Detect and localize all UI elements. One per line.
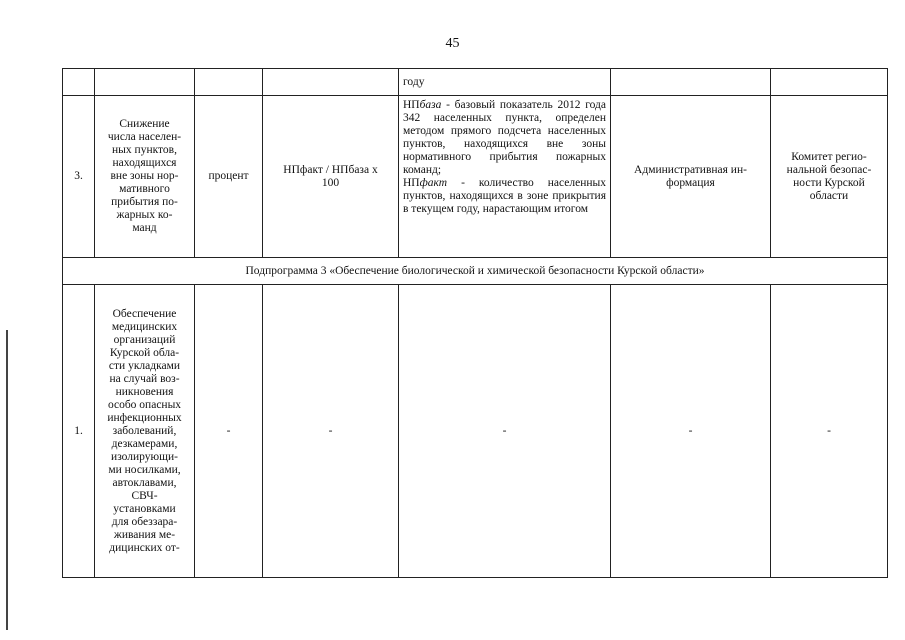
cell-continuation-text: году bbox=[399, 69, 611, 96]
subprogram-title: Подпрограмма 3 «Обеспечение биологической и химической безопасности Курской области» bbox=[63, 258, 888, 285]
indicator-name: Обеспечение медицинских организаций Курской обла- сти укладками на случай воз- никновения особо опасных инфекционных заболеваний, дезкамерами, изолирующи- ми носилками, автоклавами, СВЧ- установками для обеззара- живания ме- дицинских от- bbox=[95, 285, 195, 578]
responsible-body: Комитет регио- нальной безопас- ности Курской области bbox=[771, 96, 888, 258]
table-row-3 bbox=[63, 96, 888, 258]
row-number: 1. bbox=[63, 285, 95, 578]
formula: НПфакт / НПбаза х 100 bbox=[263, 96, 399, 258]
description bbox=[399, 96, 611, 258]
unit: процент bbox=[195, 96, 263, 258]
responsible-body: - bbox=[771, 285, 888, 578]
description-part2: НПфакт - количество населенных пунктов, находящихся в зоне прикрытия в текущем году, нарастающим итогом bbox=[403, 177, 606, 215]
info-source: Административная ин- формация bbox=[611, 96, 771, 258]
cell bbox=[611, 69, 771, 96]
margin-mark bbox=[6, 330, 8, 630]
table-row-continuation bbox=[63, 69, 888, 96]
description-part1: НПбаза - базовый показатель 2012 года 342 населенных пункта, определен методом прямого подсчета населенных пунктов, находящихся вне зоны нормативного прибытия пожарных команд; bbox=[403, 99, 606, 176]
page-number: 45 bbox=[445, 36, 460, 51]
cell bbox=[63, 69, 95, 96]
info-source: - bbox=[611, 285, 771, 578]
unit: - bbox=[195, 285, 263, 578]
cell bbox=[95, 69, 195, 96]
indicator-name: Снижение числа населен- ных пунктов, находящихся вне зоны нор- мативного прибытия по- жарных ко- манд bbox=[95, 96, 195, 258]
description: - bbox=[399, 285, 611, 578]
row-number: 3. bbox=[63, 96, 95, 258]
table-row-1 bbox=[63, 285, 888, 578]
cell bbox=[195, 69, 263, 96]
indicator-table bbox=[62, 68, 888, 578]
subprogram-header-row bbox=[63, 258, 888, 285]
formula: - bbox=[263, 285, 399, 578]
cell bbox=[263, 69, 399, 96]
cell bbox=[771, 69, 888, 96]
